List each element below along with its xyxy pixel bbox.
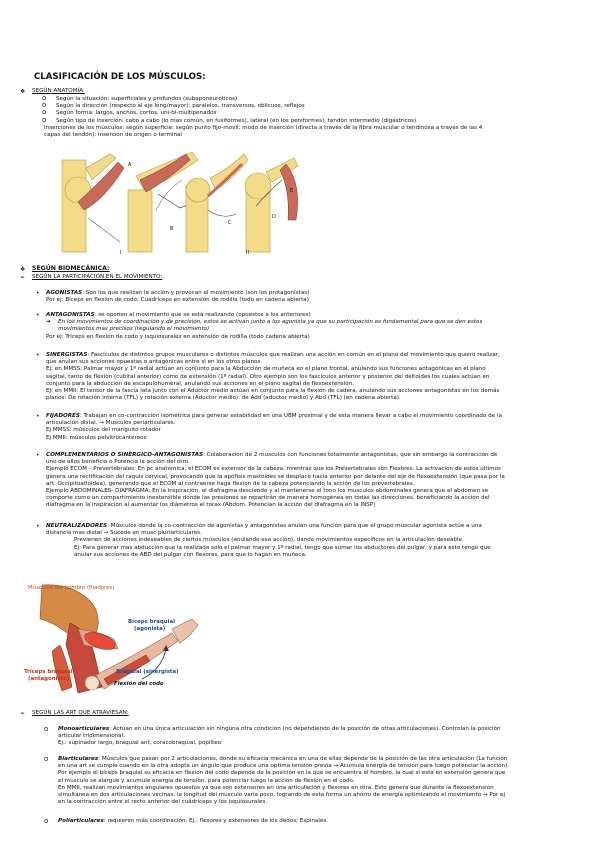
- bullet-icon: •: [36, 352, 40, 359]
- figure-label: II: [246, 250, 249, 256]
- mono-example: Ej.: supinador largo, braquial ant, coracobraquial, poplíteo: [58, 740, 222, 747]
- antagonistas-note: En los movimientos de coordinación y de precisión, estos se activan junto a los agonista ya que su participación es fundamental para que se den estos: [58, 319, 483, 326]
- mono-text: : Actúan en una única articulación sin ninguna otra condición (no dependiendo de la posición de otras articulaciones). Controlan la posición: [109, 726, 501, 732]
- complementarios-block: [46, 452, 591, 510]
- mono-line: articular tridimensional.: [58, 733, 125, 740]
- agonistas-block: [46, 290, 586, 304]
- complementarios-label: COMPLEMENTARIOS O SINÉRGICO-ANTAGONISTAS: [46, 452, 203, 458]
- inserciones-line: Inserciones de los músculos: según superficie: según punto fijo-movil; modo de inserción (directa a través de la fibra muscular o tendinosa a través de las 4: [44, 125, 483, 131]
- biomecanica-heading: SEGÚN BIOMECÁNICA:: [32, 265, 110, 272]
- mono-label: Monoarticulares: [58, 726, 110, 732]
- arm-illustration: [22, 583, 202, 701]
- label-antagonista: Tríceps braquial: [24, 669, 73, 675]
- circle-bullet-icon: o: [44, 817, 49, 825]
- neutralizadores-line: distancia mas distal → Sucede en musc pluriarticulares.: [46, 530, 202, 537]
- agonistas-text: : Son los que realizan la acción y provocan el movimiento (son los protagonistas): [82, 290, 310, 296]
- circle-bullet-icon: o: [42, 115, 47, 124]
- biarticulares-block: [58, 756, 593, 806]
- sinergistas-line: Ej: en MMSS: Palmar mayor y 1º radial actúan en conjunto para la Abducción de muñeca en el plano frontal, anulando sus funciones antagónicas en el plano: [46, 366, 486, 373]
- label-sinergista: Braquial (sinergista): [116, 669, 179, 675]
- sinergistas-line: conjunto para la abducción de escapulohumeral, anulando sus acciones en el plano sagital de flexoextensión.: [46, 380, 355, 387]
- fijadores-example: Ej MMSS: músculos del manguito rotador: [46, 427, 161, 434]
- complementarios-line: comporte como un compartimiento inextensible donde las presiones se repartirán de manera homogénea en todas las direcciones, beneficiando la acción del: [46, 495, 490, 502]
- complementarios-text: : Colaboración de 2 musculos con funciones totalmente antagonistas, que sin embargo la contracción de: [203, 452, 498, 458]
- bullet-icon: •: [36, 312, 40, 319]
- bi-line: en la contracción entre el recto anterior del cuádriceps y los isquiosurales.: [58, 799, 268, 806]
- circle-bullet-icon: o: [42, 108, 47, 117]
- bullet-icon: •: [36, 290, 40, 297]
- antagonistas-example: Por ej: Tríceps en flexion de codo y isquiosurales en extensión de rodilla (todo cadena abierta): [46, 333, 310, 340]
- muscle-insertion-figure: [58, 150, 308, 260]
- fijadores-label: FIJADORES: [46, 413, 80, 419]
- anatomia-item: Según forma: largos, anchos, cortos, uni-bi-multipenados: [56, 110, 217, 117]
- anatomia-item: Según la dirección (respecto al eje long/mayor): paralelos, transversos, oblicuos, reflejos: [56, 103, 305, 110]
- complementarios-line: diafragma en la inspiración al aumentar los diámetros el torax (Abdom. Potencian la acción del diafragma en la INSP): [46, 502, 376, 509]
- sinergistas-text: : Fascículos de distintos grupos musculares o distintos músculos que realizan una acción en común en el plano del movimiento que quiero realizar,: [87, 352, 500, 358]
- label-flexion: Flexión del codo: [114, 681, 164, 687]
- anatomia-item: Según la situación: superficiales y profundos (subaponeuróticos): [56, 96, 238, 102]
- circle-bullet-icon: o: [44, 755, 49, 763]
- inserciones-text: [44, 125, 584, 139]
- neutralizadores-text: : Músculos donde la co-contracción de agonistas y antagonistas anulan una función para que el grupo muscular agonista actúe a una: [107, 523, 482, 529]
- complementarios-line: art. Occipitoatloidea), generando que el ECOM al contraerse haga flexion de la cabeza potenciando la acción de los prevertebrales.: [46, 480, 415, 487]
- neutralizadores-line: Previenen de acciones indeseables de ciertos músculos (anulando esa acción), dando movimientos específicos en la articulación deseable.: [74, 537, 464, 544]
- complementarios-line: Ejemplo ABDOMINALES- DIAFRAGMA: En la inspiración, el diafragma desciende y al mantenerse el tono los musculos abdominales genera que el abdomen se: [46, 488, 489, 495]
- diamond-bullet-icon: ❖: [20, 88, 26, 95]
- sinergistas-line: Ej: en MMII: El tensor de la fascia lata junto con el Aductor medio actúan en conjunto para la flexion de cadera, anulando sus acciones antagonistas en los demás: [46, 388, 500, 395]
- antagonistas-note: movimientos mas precisos (regulando el movimiento): [58, 326, 210, 333]
- bi-line: Por ejemplo el bíceps braquial su eficacia en flexion del codo depende de la posición en la que se encuentra el hombro, la cual si esta en extensión genera que: [58, 770, 506, 777]
- poliarticulares-block: [58, 818, 588, 825]
- arrow-bullet-icon: ➢: [20, 710, 26, 717]
- art-heading: SEGÚN LAS ART QUE ATRAVIESAN:: [32, 710, 129, 716]
- fijadores-text: : Trabajan en co-contracción isométrica para generar estabilidad en una UBM proximal y de esta manera llevar a cabo el movimiento coordinado de la: [79, 413, 502, 419]
- sinergistas-line: sagital, tanto de flexion (cubital anterior) como de extensión (1º radial). Otro ejemplo son los fascículos anterior y posterior del deltoides los cuales actúan en: [46, 373, 490, 380]
- circle-bullet-icon: o: [42, 101, 47, 110]
- anatomia-list: [42, 94, 576, 125]
- neutralizadores-block: [46, 523, 591, 559]
- bi-line: el musculo se alargue y acumule energía de tensión, para potenciar luego la acción de flexion en el codo.: [58, 777, 355, 784]
- monoarticulares-block: [58, 726, 588, 748]
- fijadores-block: [46, 413, 591, 442]
- antagonistas-text: : se oponen al movimiento que se está realizando (opuestos a los anteriores): [94, 312, 311, 318]
- figure-label: I: [120, 250, 122, 256]
- poli-text: : requieren más coordinación. Ej.: flexores y extensores de los dedos; Espinales.: [103, 818, 329, 824]
- poli-label: Poliarticulares: [58, 818, 104, 824]
- figure-label: B: [170, 226, 174, 232]
- sinergistas-line: que anulan sus acciones opuestas o antagónicas entre si en los otros planos.: [46, 359, 263, 366]
- complementarios-line: uno de ellos beneficia o Potencia la acción del otro.: [46, 459, 190, 466]
- diamond-bullet-icon: ❖: [20, 266, 26, 273]
- anatomia-item: Según tipo de inserción: cabo a cabo (lo mas común, en fusiformes), lateral (en los peniformes), tendón intermedio (digástricos): [56, 117, 417, 124]
- neutralizadores-line: Ej: Para generar mas abducción que la realizada solo el palmar mayor y 1º radial, tengo que sumar los abductores del pulgar, y para esto tengo que: [74, 544, 491, 551]
- complementarios-line: Ejemplo ECOM – Prevertebrales: En pc anatómica, el ECOM es extensor de la cabeza, mientras que los Prevertebrales son Flexores. La activación de estos últimos: [46, 466, 501, 473]
- fijadores-line: articulación distal. → Musculos periarticulares.: [46, 420, 176, 427]
- inserciones-line: capas del tendón): inserción de origen o terminal: [44, 132, 182, 139]
- bi-line: en una art se cumple cuando en la otra adopta un ángulo que produce una optima tensión previa → Acumula energía de tensión para luego potenciar la acción).: [58, 763, 510, 770]
- bullet-icon: •: [36, 452, 40, 459]
- sinergistas-line: planos: De rotación interna (TFL) y rotación externa (Aductor medio): de Add (aductor medio) y Abd (TFL) (en cadena abierta).: [46, 395, 401, 402]
- label-fijadores: Músculos del hombro (fijadores): [28, 585, 115, 591]
- figure-label: D: [272, 214, 276, 220]
- arm-muscles-figure: [22, 583, 202, 701]
- insertion-diagram: [58, 150, 308, 260]
- participacion-heading: SEGÚN LA PARTICIPACIÓN EN EL MOVIMIENTO:: [32, 274, 163, 280]
- bi-line: En MMII, realizan movimientos angulares opuestos ya que son extensores en una articulación y flexores en otra. Esto genera que durante la flexoextensión: [58, 784, 494, 791]
- sinergistas-block: [46, 352, 591, 402]
- arrow-bullet-icon: ➢: [20, 274, 26, 281]
- bi-text: : Músculos que pasan por 2 articulaciones, donde su eficacia mecánica en una de ellas depende de la posición de las otra articulación (La función: [98, 756, 508, 762]
- bi-line: simultanea en dos articulaciones vecinas, la longitud del musculo varía poco, logrando de esta forma un ahorro de energía optimizando el movimiento → Por ej: [58, 792, 506, 799]
- agonistas-example: Por ej: Bíceps en flexion de codo; Cuadríceps en extensión de rodilla (todo en cadena abierta): [46, 297, 309, 304]
- figure-label: A: [128, 162, 132, 168]
- agonistas-label: AGONISTAS: [46, 290, 83, 296]
- anatomia-heading: SEGÚN ANATOMÍA:: [32, 88, 85, 94]
- label-agonista-sub: (agonista): [134, 626, 166, 632]
- complementarios-line: genera una rectificación del raquis cervical, provocando que la apófisis mastoides se desplace hacia anterior por delante del eje de flexoextensión (que pasa por la: [46, 473, 505, 480]
- label-antagonista-sub: (antagonista): [28, 676, 70, 682]
- page-title: CLASIFICACIÓN DE LOS MÚSCULOS:: [34, 72, 206, 82]
- circle-bullet-icon: o: [44, 725, 49, 733]
- neutralizadores-label: NEUTRALIZADORES: [46, 523, 108, 529]
- figure-label: E: [290, 188, 294, 194]
- bullet-icon: •: [36, 413, 40, 420]
- circle-bullet-icon: o: [42, 94, 47, 102]
- antagonistas-label: ANTAGONISTAS: [46, 312, 95, 318]
- bullet-icon: •: [36, 523, 40, 530]
- fijadores-example: Ej MMII: músculos pelvitrocantéreos: [46, 434, 147, 441]
- bi-label: Biarticulares: [58, 756, 99, 762]
- arrow-right-icon: ➔: [46, 319, 51, 326]
- neutralizadores-line: anular sus acciones de ABD del pulgar con flexores, para que lo hagan en muñeca.: [74, 551, 307, 558]
- label-agonista: Bíceps braquial: [128, 619, 175, 625]
- figure-label: C: [228, 220, 232, 226]
- antagonistas-block: [46, 312, 586, 341]
- sinergistas-label: SINERGISTAS: [46, 352, 88, 358]
